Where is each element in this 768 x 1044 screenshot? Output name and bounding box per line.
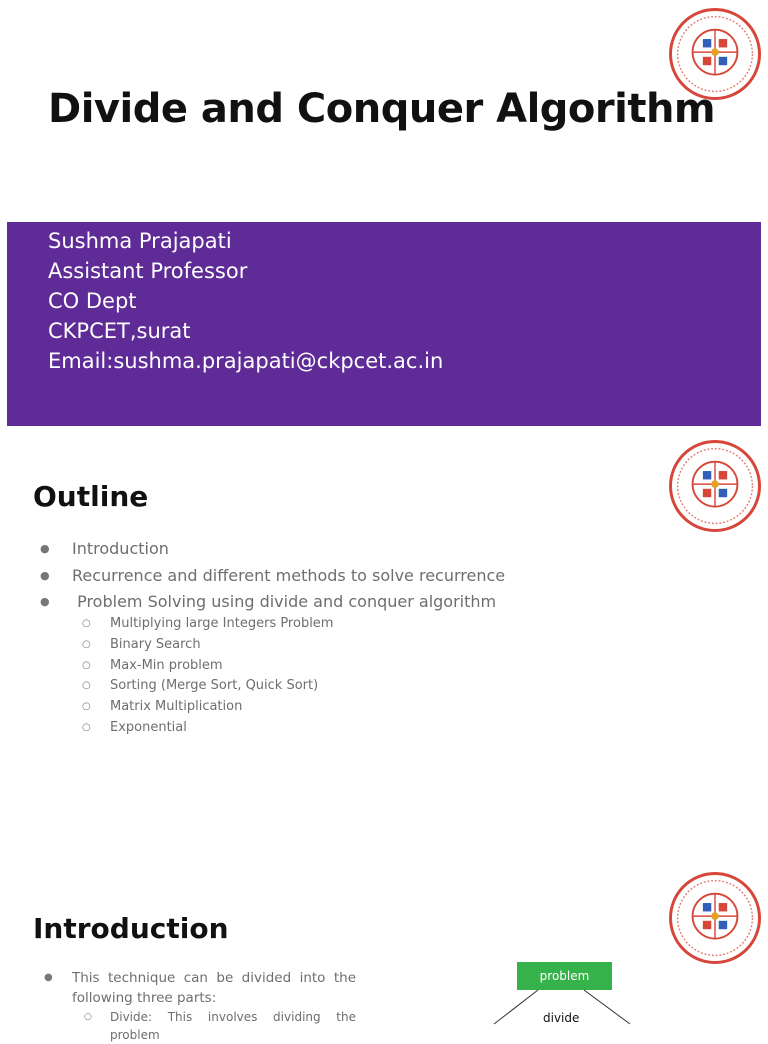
list-item: ○ Multiplying large Integers Problem <box>82 614 333 635</box>
section-title: Introduction <box>33 912 229 945</box>
list-item: ○ Matrix Multiplication <box>82 697 333 718</box>
author-title: Assistant Professor <box>48 259 248 283</box>
list-item-continuation: following three parts: <box>72 990 217 1006</box>
list-item: ○ Binary Search <box>82 635 333 656</box>
list-item: ● Introduction <box>40 536 505 563</box>
intro-text <box>44 968 356 1044</box>
list-item: ● Problem Solving using divide and conquer algorithm <box>40 589 505 616</box>
problem-node: problem <box>517 962 612 990</box>
college-logo-icon <box>669 440 761 532</box>
slide-title: Divide and Conquer Algorithm <box>48 86 716 132</box>
outline-slide <box>0 432 768 864</box>
outline-list <box>40 536 505 616</box>
section-title: Outline <box>33 480 149 513</box>
outline-sublist <box>82 614 333 739</box>
author-info-band <box>7 222 761 426</box>
author-email: Email:sushma.prajapati@ckpcet.ac.in <box>48 349 444 373</box>
author-department: CO Dept <box>48 289 137 313</box>
introduction-slide <box>0 864 768 1042</box>
list-item: ● This technique can be divided into the <box>44 970 356 986</box>
author-name: Sushma Prajapati <box>48 229 232 253</box>
list-item: ○ Exponential <box>82 718 333 739</box>
list-item: ○ Max-Min problem <box>82 656 333 677</box>
title-slide <box>0 0 768 432</box>
divide-label: divide <box>543 1011 580 1025</box>
college-logo-icon <box>669 872 761 964</box>
list-item: ○ Sorting (Merge Sort, Quick Sort) <box>82 676 333 697</box>
list-item: ● Recurrence and different methods to solve recurrence <box>40 563 505 590</box>
sub-list-item: ○ Divide: This involves dividing the problem <box>84 1010 356 1042</box>
author-institute: CKPCET,surat <box>48 319 191 343</box>
